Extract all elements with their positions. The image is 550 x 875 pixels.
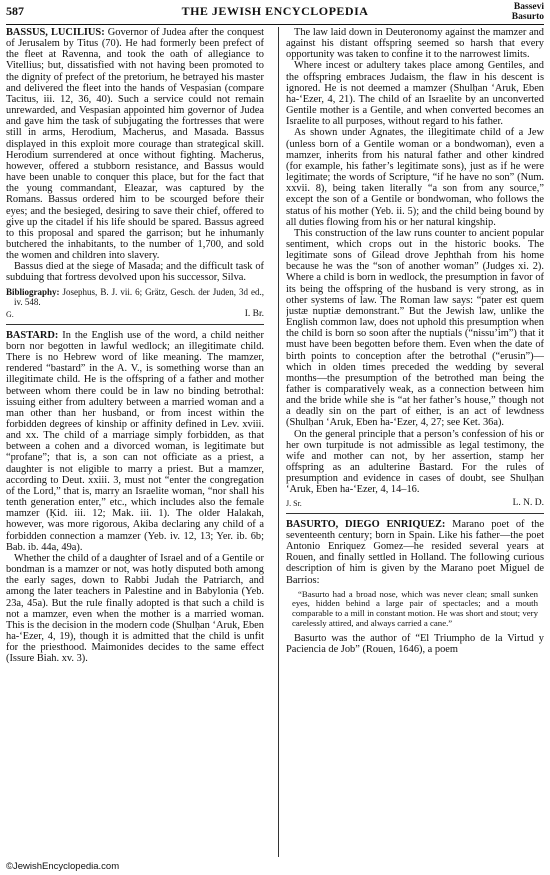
bassus-paragraph-2: Bassus died at the siege of Masada; and the difficult task of subduing that fortress devolved upon his successor, Silva. xyxy=(6,261,264,284)
bassus-paragraph-1: Governor of Judea after the conquest of Jerusalem by Titus (70). He had formerly been prefect of the fleet at Ravenna, and took the oath of allegiance to Vitellius; but, dissatisfied with not having been promoted to the dignity of prefect of the pretorium, he betrayed his master and delivered the fleet into the hands of Vespasian (compare Tacitus, iii. 12, 36, 40). Such a service could not remain unrewarded, and Vespasian appointed him governor of Judea and gave him the task of subjugating the fortresses that were still in arms, Herodium, Macherus, and Masada. Bassus displayed in this exploit more courage than strategical skill. Herodium surrendered at once without fighting. Macherus, however, offered a stubborn resistance, and Bassus would have been unable to conquer this place, but for the fact that the young commandant, Eleazar, was captured by the Romans. Bassus ordered him to be scourged before their eyes; and the besieged, desiring to save their chief, offered to give up the citadel if his life should be spared. Bassus agreed to this proposal and spared the garrison; but he inhumanly butchered the inhabitants, to the number of 1,700, and sold the women and children into slavery. xyxy=(6,27,264,262)
bibliography xyxy=(6,287,264,307)
signature-initial: G. xyxy=(6,309,14,319)
bastard-paragraph-5: As shown under Agnates, the illegitimate child of a Jew (unless born of a Gentile woman or a bondwoman), even a mamzer, inherits from his natural father and other kindred (for example, his father’s legitimate sons), just as if he were legitimate; the words of Scripture, “if he have no son” (Num. xxvii. 8), being taken literally “a son from any source,” except the son of a Gentile or bondwoman, who follows the status of his mother (Yeb. ii. 5); and the child being bound by all duties flowing from his or her natural kingship. xyxy=(286,127,544,228)
bastard-paragraph-3: The law laid down in Deuteronomy against the mamzer and against his distant offspring seemed so harsh that every opportunity was taken to confine it to the narrowest limits. xyxy=(286,27,544,61)
basurto-paragraph-1: Marano poet of the seventeenth century; born in Spain. Like his father—the poet Antonio Enriquez Gomez—he resided several years at Rouen, and finally settled in Holland. The following curious description of him is given by the Marano poet Miguel de Barrios: xyxy=(286,518,544,586)
running-title: THE JEWISH ENCYCLOPEDIA xyxy=(181,4,369,18)
right-column xyxy=(286,27,544,857)
guide-word-top: Bassevi xyxy=(513,2,544,12)
bibliography-text: Josephus, B. J. vii. 6; Grätz, Gesch. der Juden, 3d ed., iv. 548. xyxy=(14,286,264,307)
page-header xyxy=(6,2,544,25)
site-credit: ©JewishEncyclopedia.com xyxy=(6,861,120,872)
left-column xyxy=(6,27,264,857)
signature-bassus xyxy=(6,309,264,320)
bastard-article xyxy=(6,330,264,553)
bibliography-label: Bibliography: xyxy=(6,286,60,297)
headword-bassus: BASSUS, LUCILIUS: xyxy=(6,27,105,38)
signature-author: I. Br. xyxy=(244,308,264,319)
article-divider xyxy=(6,324,264,325)
signature-author: L. N. D. xyxy=(512,497,544,508)
column-rule xyxy=(278,27,279,857)
guide-word-bottom: Basurto xyxy=(511,12,544,22)
signature-initial: J. Sr. xyxy=(286,498,302,508)
headword-bastard: BASTARD: xyxy=(6,329,59,341)
bastard-paragraph-2: Whether the child of a daughter of Israel and of a Gentile or bondman is a mamzer or not, was hotly disputed both among the early sages, down to Rabbi Judah the Patriarch, and among the later teachers in Palestine and in Babylonia (Yeb. 23a, 45a). But the rule finally adopted is that such a child is not a mamzer, even when the mother is a married woman. This is the decision in the modern code (Shulḥan ‘Aruk, Eben ha-‘Ezer, 4, 19), though it is admitted that the child is unfit for the priesthood. Maimonides decides to the same effect (Issure Biah. xv. 3). xyxy=(6,552,264,665)
bastard-paragraph-6: This construction of the law runs counter to ancient popular sentiment, which crops out in the historic books. The legitimate sons of Gilead drove Jephthah from his home because he was the “son of another woman” (Judges xi. 2). Where a child is born in wedlock, the presumption in favor of its being the offspring of the husband is very strong, as in other systems of law. The Roman law says: “pater est quem justæ nuptiæ demonstrant.” But the Jewish law, unlike the English common law, does not uphold this presumption when the child is born so soon after the nuptials (“nissu’im”) that it must have been begotten before them. Even when the date of birth points to conception after the betrothal (“erusin”)—which in olden times preceded the wedding by several months—the presumption of the betrothed man being the father is comparatively weak, as a connection between him and the bride while she is “at her father’s house,” though not a deadly sin on the part of either, is an act of lewdness (Shulḥan ‘Aruk, Eben ha-‘Ezer, 4, 27; see Ket. 36a). xyxy=(286,227,544,429)
basurto-paragraph-2: Basurto was the author of “El Triumpho de la Virtud y Paciencia de Job” (Rouen, 1646), a poem xyxy=(286,632,544,655)
bastard-paragraph-1: In the English use of the word, a child neither born nor begotten in lawful wedlock; an illegitimate child. There is no Hebrew word of like meaning. The mamzer, rendered “bastard” in the A. V., is something worse than an illegitimate child. He is the offspring of a father and mother between whom there could be in law no binding betrothal: issuing either from adultery between a married woman and a man other than her husband, or from incest within the forbidden degrees of kinship or affinity defined in Lev. xviii. and xx. The child of a marriage simply forbidden, as that between a cohen and a divorced woman, is legitimate but “profane”; that is, a son can not officiate as a priest, a daughter is not eligible to marry a priest. But a mamzer, according to Deut. xxiii. 3, must not “enter the congregation of the Lord,” that is, marry an Israelite woman, “nor shall his tenth generation enter,” etc., which includes also the female mamzer (Ḳid. iii. 12; Mak. iii. 1). The older Halakah, however, was more rigorous, Akiba declaring any child of a forbidden connection a mamzer (Yeb. iv. 12, 13; Yer. ib. 6b; Bab. ib. 44a, 49a). xyxy=(6,329,264,553)
basurto-quote: “Basurto had a broad nose, which was never clean; small sunken eyes, hidden behind a large pair of spectacles; and a mouth comparable to a mill in constant motion. He was short and stout; very carelessly attired, and always carried a cane.” xyxy=(292,588,538,629)
page-number: 587 xyxy=(6,4,24,18)
article-divider xyxy=(286,513,544,514)
basurto-article xyxy=(286,519,544,586)
signature-bastard xyxy=(286,498,544,509)
bassus-article xyxy=(6,27,264,261)
headword-basurto: BASURTO, DIEGO ENRIQUEZ: xyxy=(286,518,446,530)
guide-words xyxy=(512,2,544,22)
bastard-paragraph-7: On the general principle that a person’s confession of his or her own turpitude is not admissible as legal testimony, the wife and mother can not, by her assertion, stamp her offspring as an adulterine Bastard. For the rules of presumption and evidence in cases of doubt, see Shulḥan ‘Aruk, Eben ha-‘Ezer, 4, 14–16. xyxy=(286,428,544,496)
bastard-paragraph-4: Where incest or adultery takes place among Gentiles, and the offspring embraces Judaism, the flaw in his descent is ignored. He is not deemed a mamzer (Shulḥan ‘Aruk, Eben ha-‘Ezer, 4, 21). The child of an Israelite by an unconverted Gentile mother is a Gentile, and when converted becomes an Israelite to all purposes, without regard to his father. xyxy=(286,60,544,128)
